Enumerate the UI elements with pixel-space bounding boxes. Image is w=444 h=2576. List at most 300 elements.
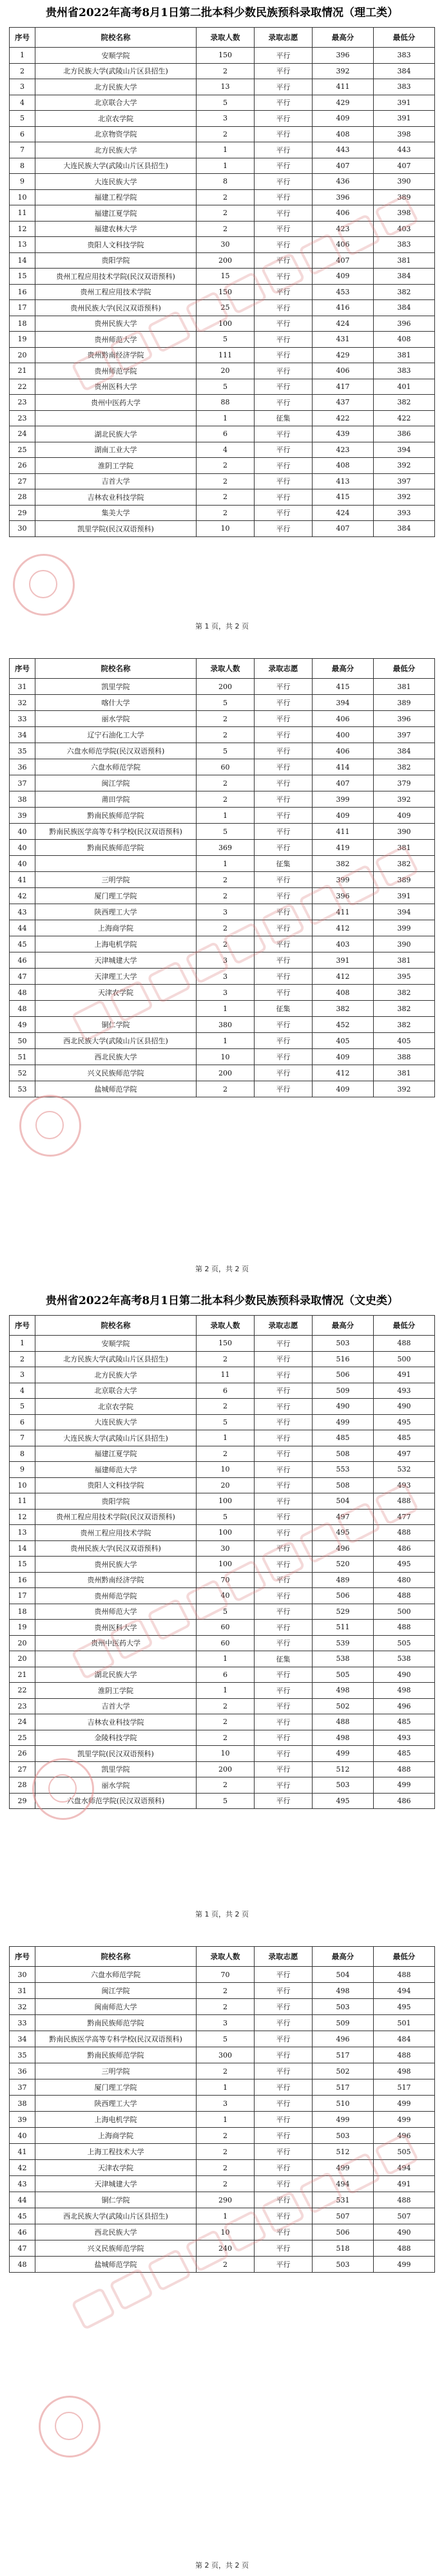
admitted-count: 2 [197,505,255,521]
row-number: 34 [10,2031,35,2047]
column-header: 最低分 [374,1316,435,1336]
row-number: 2 [10,1351,35,1367]
table-row [10,489,435,506]
volunteer-type: 平行 [255,1698,313,1714]
institution-name: 贵州民族大学(民汉双语预科) [35,300,197,316]
max-score: 411 [313,824,374,840]
column-header: 院校名称 [35,659,197,679]
table-row [10,743,435,759]
table-row [10,920,435,936]
max-score: 506 [313,1588,374,1604]
volunteer-type: 平行 [255,1746,313,1762]
row-number: 44 [10,920,35,936]
min-score: 495 [374,1414,435,1430]
max-score: 424 [313,505,374,521]
admitted-count: 2 [197,189,255,205]
row-number: 32 [10,1999,35,2015]
row-number: 14 [10,252,35,269]
admitted-count: 5 [197,1793,255,1809]
institution-name: 安顺学院 [35,1336,197,1352]
row-number: 14 [10,1540,35,1557]
min-score: 488 [374,1761,435,1777]
volunteer-type: 平行 [255,1065,313,1081]
admitted-count: 2 [197,2144,255,2160]
min-score: 495 [374,1999,435,2015]
row-number: 12 [10,221,35,237]
volunteer-type: 平行 [255,505,313,521]
max-score: 517 [313,2047,374,2063]
max-score: 407 [313,158,374,174]
volunteer-type: 平行 [255,1383,313,1399]
row-number: 41 [10,2144,35,2160]
table-row [10,111,435,127]
institution-name: 贵州师范学院 [35,1588,197,1604]
admitted-count: 5 [197,95,255,111]
table-row [10,1336,435,1352]
table-row [10,2192,435,2208]
volunteer-type: 平行 [255,48,313,64]
min-score: 381 [374,252,435,269]
admitted-count: 1 [197,158,255,174]
admitted-count: 5 [197,2031,255,2047]
institution-name: 凯里学院 [35,1761,197,1777]
row-number: 39 [10,2112,35,2128]
volunteer-type: 平行 [255,363,313,379]
max-score: 503 [313,1777,374,1794]
max-score: 407 [313,521,374,537]
table-row [10,63,435,79]
min-score: 384 [374,269,435,285]
row-number: 15 [10,1557,35,1573]
table-row [10,363,435,379]
max-score: 408 [313,126,374,142]
max-score: 415 [313,489,374,506]
row-number: 35 [10,743,35,759]
volunteer-type: 平行 [255,1540,313,1557]
table-row [10,872,435,888]
page-footer: 第 2 页，共 2 页 [195,1265,249,1273]
table-row [10,2176,435,2192]
min-score: 488 [374,2047,435,2063]
table-row [10,2096,435,2112]
row-number: 38 [10,2096,35,2112]
volunteer-type: 平行 [255,1414,313,1430]
row-number: 8 [10,158,35,174]
volunteer-type: 平行 [255,1367,313,1383]
volunteer-type: 平行 [255,888,313,904]
table-row [10,95,435,111]
column-header: 录取人数 [197,1316,255,1336]
admitted-count: 2 [197,1777,255,1794]
institution-name: 北京农学院 [35,111,197,127]
row-number: 6 [10,126,35,142]
row-number: 12 [10,1509,35,1525]
volunteer-type: 平行 [255,2015,313,2031]
institution-name: 贵州中医药大学 [35,395,197,411]
max-score: 429 [313,95,374,111]
max-score: 443 [313,142,374,158]
min-score: 496 [374,1698,435,1714]
min-score: 498 [374,2063,435,2079]
min-score: 379 [374,775,435,791]
institution-name: 莆田学院 [35,791,197,808]
column-header: 院校名称 [35,1316,197,1336]
institution-name: 大连民族大学(武陵山片区县招生) [35,158,197,174]
table-row [10,237,435,253]
volunteer-type: 平行 [255,2031,313,2047]
admitted-count: 1 [197,2208,255,2224]
admitted-count: 111 [197,347,255,363]
row-number: 48 [10,985,35,1001]
table-row [10,888,435,904]
institution-name: 黔南民族师范学院 [35,2047,197,2063]
table-row [10,1635,435,1651]
min-score: 499 [374,2257,435,2273]
min-score: 500 [374,1351,435,1367]
max-score: 512 [313,2144,374,2160]
row-number: 47 [10,2240,35,2257]
min-score: 382 [374,284,435,300]
admitted-count: 2 [197,473,255,489]
volunteer-type: 平行 [255,2208,313,2224]
table-row [10,505,435,521]
max-score: 496 [313,2031,374,2047]
institution-name: 喀什大学 [35,695,197,711]
admitted-count: 2 [197,2128,255,2144]
column-header: 最高分 [313,659,374,679]
min-score: 486 [374,1540,435,1557]
min-score: 496 [374,2128,435,2144]
min-score: 507 [374,2208,435,2224]
max-score: 399 [313,872,374,888]
institution-name: 闽江学院 [35,775,197,791]
table-row [10,1557,435,1573]
institution-name: 上海电机学院 [35,2112,197,2128]
row-number: 27 [10,1761,35,1777]
max-score: 407 [313,252,374,269]
row-number: 33 [10,711,35,727]
column-header: 最高分 [313,1947,374,1967]
row-number: 37 [10,2079,35,2096]
max-score: 502 [313,2063,374,2079]
min-score: 488 [374,1336,435,1352]
admitted-count: 3 [197,2015,255,2031]
max-score: 396 [313,888,374,904]
institution-name: 厦门理工学院 [35,2079,197,2096]
institution-name: 上海工程技术大学 [35,2144,197,2160]
institution-name: 三明学院 [35,2063,197,2079]
row-number: 11 [10,205,35,222]
max-score: 452 [313,1017,374,1033]
min-score: 493 [374,1477,435,1493]
admitted-count: 2 [197,2063,255,2079]
institution-name: 贵州师范大学 [35,332,197,348]
admitted-count: 3 [197,2096,255,2112]
institution-name: 六盘水师范学院 [35,1967,197,1983]
max-score: 512 [313,1761,374,1777]
row-number: 7 [10,142,35,158]
admitted-count: 150 [197,284,255,300]
table-row [10,1081,435,1097]
min-score: 383 [374,48,435,64]
row-number: 24 [10,426,35,442]
table-row [10,824,435,840]
max-score: 412 [313,969,374,985]
admitted-count: 2 [197,1351,255,1367]
volunteer-type: 平行 [255,489,313,506]
table-row [10,458,435,474]
row-number: 17 [10,300,35,316]
seal-stamp [13,554,75,616]
institution-name: 北京联合大学 [35,95,197,111]
min-score: 488 [374,1493,435,1510]
admitted-count: 88 [197,395,255,411]
volunteer-type: 征集 [255,1001,313,1017]
admitted-count: 2 [197,2257,255,2273]
min-score: 501 [374,2015,435,2031]
table-row [10,985,435,1001]
volunteer-type: 平行 [255,1983,313,1999]
max-score: 412 [313,920,374,936]
row-number: 48 [10,1001,35,1017]
admitted-count: 2 [197,1399,255,1415]
max-score: 506 [313,1367,374,1383]
max-score: 394 [313,695,374,711]
table-row [10,332,435,348]
admitted-count: 2 [197,791,255,808]
institution-name: 陕西理工大学 [35,904,197,920]
admitted-count: 2 [197,221,255,237]
institution-name: 北方民族大学(武陵山片区县招生) [35,1351,197,1367]
institution-name: 辽宁石油化工大学 [35,727,197,743]
column-header: 序号 [10,659,35,679]
row-number: 9 [10,174,35,190]
max-score: 539 [313,1635,374,1651]
volunteer-type: 平行 [255,1761,313,1777]
admitted-count: 2 [197,2160,255,2176]
row-number: 22 [10,379,35,395]
row-number: 8 [10,1446,35,1462]
institution-name: 贵州工程应用技术学院 [35,1525,197,1541]
volunteer-type: 平行 [255,1351,313,1367]
table-row [10,1967,435,1983]
institution-name: 福建江夏学院 [35,205,197,222]
institution-name: 西北民族大学 [35,2224,197,2240]
institution-name: 北京联合大学 [35,1383,197,1399]
volunteer-type: 平行 [255,395,313,411]
column-header: 最低分 [374,659,435,679]
table-row [10,1588,435,1604]
volunteer-type: 平行 [255,347,313,363]
institution-name: 吉首大学 [35,1698,197,1714]
max-score: 408 [313,458,374,474]
min-score: 495 [374,1557,435,1573]
row-number: 16 [10,284,35,300]
page-title: 贵州省2022年高考8月1日第二批本科少数民族预科录取情况（文史类） [46,1294,398,1307]
volunteer-type: 平行 [255,2079,313,2096]
table-row [10,1572,435,1588]
seal-stamp [19,1095,81,1157]
admitted-count: 5 [197,1414,255,1430]
row-number: 1 [10,1336,35,1352]
institution-name: 黔南民族医学高等专科学校(民汉双语预科) [35,2031,197,2047]
institution-name: 湖北民族大学 [35,426,197,442]
volunteer-type: 平行 [255,1446,313,1462]
table-row [10,142,435,158]
max-score: 409 [313,1049,374,1065]
table-row [10,1065,435,1081]
row-number: 20 [10,1635,35,1651]
table-row [10,1509,435,1525]
admitted-count: 10 [197,2224,255,2240]
row-number: 20 [10,347,35,363]
min-score: 493 [374,1383,435,1399]
volunteer-type: 平行 [255,1683,313,1699]
min-score: 393 [374,505,435,521]
min-score: 499 [374,2112,435,2128]
admitted-count: 2 [197,1081,255,1097]
max-score: 409 [313,111,374,127]
volunteer-type: 平行 [255,840,313,856]
row-number: 24 [10,1714,35,1730]
admitted-count: 150 [197,48,255,64]
admitted-count: 2 [197,888,255,904]
admitted-count: 100 [197,1493,255,1510]
admitted-count: 100 [197,1525,255,1541]
max-score: 497 [313,1509,374,1525]
row-number: 3 [10,79,35,95]
admitted-count: 30 [197,237,255,253]
admitted-count: 1 [197,1033,255,1049]
institution-name [35,1651,197,1667]
table-row [10,1446,435,1462]
max-score: 413 [313,473,374,489]
table-row [10,189,435,205]
table-row [10,395,435,411]
institution-name: 福建江夏学院 [35,1446,197,1462]
admitted-count: 4 [197,442,255,458]
institution-name: 贵阳学院 [35,1493,197,1510]
institution-name: 六盘水师范学院(民汉双语预科) [35,743,197,759]
min-score: 398 [374,126,435,142]
admitted-count: 2 [197,126,255,142]
volunteer-type: 平行 [255,111,313,127]
row-number: 19 [10,1620,35,1636]
institution-name: 贵州工程应用技术学院(民汉双语预科) [35,269,197,285]
table-row [10,2257,435,2273]
min-score: 392 [374,489,435,506]
volunteer-type: 平行 [255,904,313,920]
admitted-count: 2 [197,458,255,474]
min-score: 499 [374,1777,435,1794]
max-score: 406 [313,237,374,253]
volunteer-type: 平行 [255,300,313,316]
row-number: 9 [10,1462,35,1478]
table-row [10,126,435,142]
institution-name: 兴义民族师范学院 [35,1065,197,1081]
table-row [10,379,435,395]
institution-name: 贵州民族大学 [35,316,197,332]
table-row [10,2144,435,2160]
min-score: 403 [374,221,435,237]
row-number: 20 [10,1651,35,1667]
min-score: 493 [374,1730,435,1746]
volunteer-type: 平行 [255,808,313,824]
institution-name: 淮阴工学院 [35,458,197,474]
admitted-count: 3 [197,952,255,969]
admitted-count: 2 [197,1983,255,1999]
admitted-count: 2 [197,936,255,952]
max-score: 414 [313,759,374,775]
max-score: 495 [313,1525,374,1541]
table-row [10,269,435,285]
volunteer-type: 平行 [255,727,313,743]
min-score: 394 [374,904,435,920]
column-header: 序号 [10,1947,35,1967]
column-header: 最低分 [374,1947,435,1967]
max-score: 382 [313,1001,374,1017]
table-row [10,79,435,95]
row-number: 33 [10,2015,35,2031]
max-score: 423 [313,442,374,458]
min-score: 422 [374,410,435,426]
institution-name: 吉林农业科技学院 [35,489,197,506]
table-row [10,1604,435,1620]
admission-table [9,27,435,537]
max-score: 531 [313,2192,374,2208]
volunteer-type: 平行 [255,442,313,458]
institution-name: 上海商学院 [35,2128,197,2144]
volunteer-type: 平行 [255,63,313,79]
max-score: 392 [313,63,374,79]
table-row [10,952,435,969]
table-row [10,727,435,743]
min-score: 392 [374,458,435,474]
max-score: 412 [313,1065,374,1081]
admitted-count: 150 [197,1336,255,1352]
table-row [10,48,435,64]
institution-name: 福建师范大学 [35,1462,197,1478]
row-number: 32 [10,695,35,711]
volunteer-type: 平行 [255,174,313,190]
table-row [10,174,435,190]
institution-name: 铜仁学院 [35,2192,197,2208]
table-row [10,2047,435,2063]
table-row [10,300,435,316]
institution-name: 北方民族大学(武陵山片区县招生) [35,63,197,79]
column-header: 录取人数 [197,1947,255,1967]
institution-name: 上海电机学院 [35,936,197,952]
institution-name: 贵州黔南经济学院 [35,1572,197,1588]
max-score: 509 [313,2015,374,2031]
page-liberal-1 [0,1288,444,1932]
table-row [10,856,435,872]
volunteer-type: 平行 [255,1399,313,1415]
row-number: 49 [10,1017,35,1033]
volunteer-type: 平行 [255,1793,313,1809]
institution-name: 贵州工程应用技术学院 [35,284,197,300]
max-score: 529 [313,1604,374,1620]
column-header: 最高分 [313,28,374,48]
institution-name [35,410,197,426]
max-score: 424 [313,316,374,332]
admitted-count: 10 [197,521,255,537]
max-score: 408 [313,985,374,1001]
max-score: 504 [313,1493,374,1510]
volunteer-type: 平行 [255,2257,313,2273]
institution-name: 贵州工程应用技术学院(民汉双语预科) [35,1509,197,1525]
row-number: 47 [10,969,35,985]
